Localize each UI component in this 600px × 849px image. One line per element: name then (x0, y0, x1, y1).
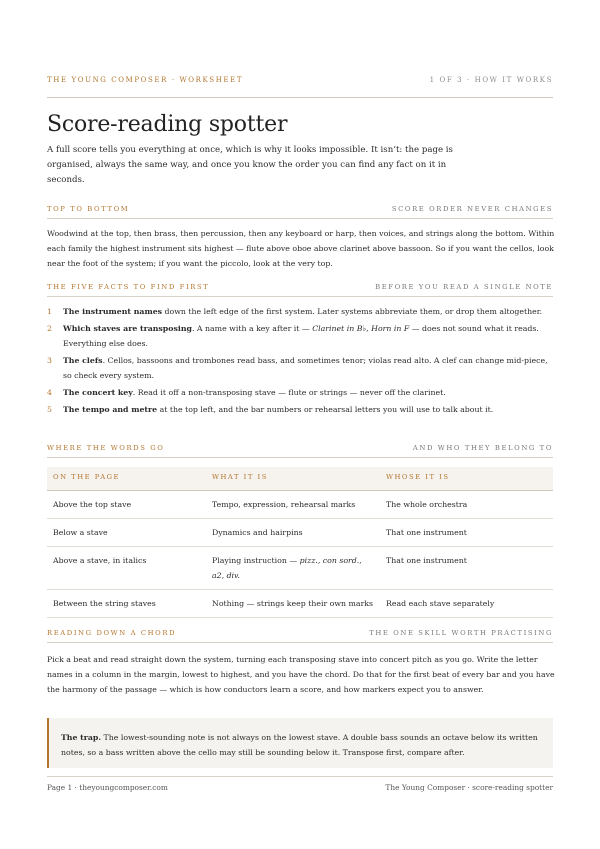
section-divider (47, 218, 553, 219)
section-label: THE FIVE FACTS TO FIND FIRST (47, 283, 210, 291)
fact-title: The instrument names (63, 307, 163, 316)
list-number: 5 (47, 405, 52, 414)
section-heading-words (47, 444, 553, 452)
cell-what: Dynamics and hairpins (206, 519, 380, 547)
section-aside: THE ONE SKILL WORTH PRACTISING (369, 629, 553, 637)
list-item (47, 353, 557, 383)
header-series: THE YOUNG COMPOSER · WORKSHEET (47, 76, 244, 84)
fact-separator: , (366, 324, 372, 333)
callout-text (61, 730, 541, 760)
fact-text: . Cellos, bassoons and trombones read bass, and sometimes tenor; violas read alto. A clef can change mid-piece, so check every system. (63, 356, 548, 380)
cell-what: Tempo, expression, rehearsal marks (206, 491, 380, 519)
cell-whose: Read each stave separately (380, 590, 553, 618)
table-header-row (47, 467, 553, 491)
table-row (47, 491, 553, 519)
page-footer (47, 783, 553, 792)
five-facts-list (47, 304, 557, 419)
fact-title: Which staves are transposing (63, 324, 192, 333)
cell-what: Nothing — strings keep their own marks (206, 590, 380, 618)
list-item (47, 304, 557, 319)
cell-whose: The whole orchestra (380, 491, 553, 519)
list-number: 3 (47, 356, 52, 365)
footer-page-site: Page 1 · theyoungcomposer.com (47, 783, 168, 792)
fact-text: down the left edge of the first system. Later systems abbreviate them, or drop them altogether. (162, 307, 543, 316)
table-row (47, 547, 553, 590)
page-title: Score-reading spotter (47, 112, 288, 137)
section-divider (47, 296, 553, 297)
list-item (47, 385, 557, 400)
header-divider (47, 97, 553, 98)
section-divider (47, 642, 553, 643)
fact-title: The concert key (63, 388, 133, 397)
score-order-paragraph: Woodwind at the top, then brass, then percussion, then any keyboard or harp, then voices, and strings along the bottom. Within each family the highest instrument sits highest — flute above oboe above clarinet above bassoon. So if you want the cellos, look near the foot of the system; if you want the piccolo, look at the very top. (47, 229, 555, 268)
cell-what (206, 547, 380, 590)
fact-text: — does not sound what it reads. Everything else does. (63, 324, 539, 348)
cell-whose: That one instrument (380, 547, 553, 590)
section-label: WHERE THE WORDS GO (47, 444, 165, 452)
section-aside: SCORE ORDER NEVER CHANGES (391, 205, 553, 213)
cell-where: Above a stave, in italics (47, 547, 206, 590)
fact-text: . A name with a key after it — (191, 324, 313, 333)
cell-what-text: Playing instruction — (212, 556, 300, 565)
section-label: READING DOWN A CHORD (47, 629, 177, 637)
cell-what-examples: pizz., con sord., a2, div. (212, 556, 362, 580)
list-number: 1 (47, 307, 52, 316)
footer-title: The Young Composer · score-reading spotter (385, 783, 553, 792)
table-row (47, 519, 553, 547)
footer-divider (47, 776, 553, 777)
cell-where: Below a stave (47, 519, 206, 547)
fact-text: at the top left, and the bar numbers or rehearsal letters you will use to talk about it. (157, 405, 494, 414)
section-aside: BEFORE YOU READ A SINGLE NOTE (375, 283, 553, 291)
callout-body: The lowest-sounding note is not always on the lowest stave. A double bass sounds an octave below its written notes, so a bass written above the cello may still be sounding below it. Transpose first, compare after. (61, 733, 538, 757)
list-number: 2 (47, 324, 52, 333)
chord-paragraph: Pick a beat and read straight down the system, turning each transposing stave into concert pitch as you go. Write the letter names in a column in the margin, lowest to highest, and you have the chord. Do that for the first beat of every bar and you have the harmony of the passage — which is how conductors learn a score, and how markers expect you to answer. (47, 655, 555, 694)
section-label: TOP TO BOTTOM (47, 205, 130, 213)
column-header: ON THE PAGE (47, 467, 206, 491)
fact-example: Clarinet in B♭ (312, 324, 367, 333)
section-aside: AND WHO THEY BELONG TO (412, 444, 553, 452)
fact-title: The tempo and metre (63, 405, 158, 414)
section-heading-top-to-bottom (47, 205, 553, 213)
words-table (47, 467, 553, 618)
trap-callout (47, 718, 553, 768)
fact-title: The clefs (63, 356, 103, 365)
section-heading-five-facts (47, 283, 553, 291)
list-item (47, 402, 557, 417)
list-number: 4 (47, 388, 52, 397)
cell-where: Between the string staves (47, 590, 206, 618)
fact-example: Horn in F (371, 324, 410, 333)
lede-paragraph: A full score tells you everything at once, which is why it looks impossible. It isn’t: the page is organised, always the same way, and once you know the order you can find any fact on it in seconds. (47, 145, 453, 185)
callout-title: The trap. (61, 733, 102, 742)
header-page-indicator: 1 OF 3 · HOW IT WORKS (429, 76, 553, 84)
running-header (47, 76, 553, 84)
cell-where: Above the top stave (47, 491, 206, 519)
table-row (47, 590, 553, 618)
column-header: WHAT IT IS (206, 467, 380, 491)
section-divider (47, 457, 553, 458)
list-item (47, 321, 557, 351)
section-heading-chord (47, 629, 553, 637)
cell-whose: That one instrument (380, 519, 553, 547)
column-header: WHOSE IT IS (380, 467, 553, 491)
fact-text: . Read it off a non-transposing stave — flute or strings — never off the clarinet. (132, 388, 446, 397)
